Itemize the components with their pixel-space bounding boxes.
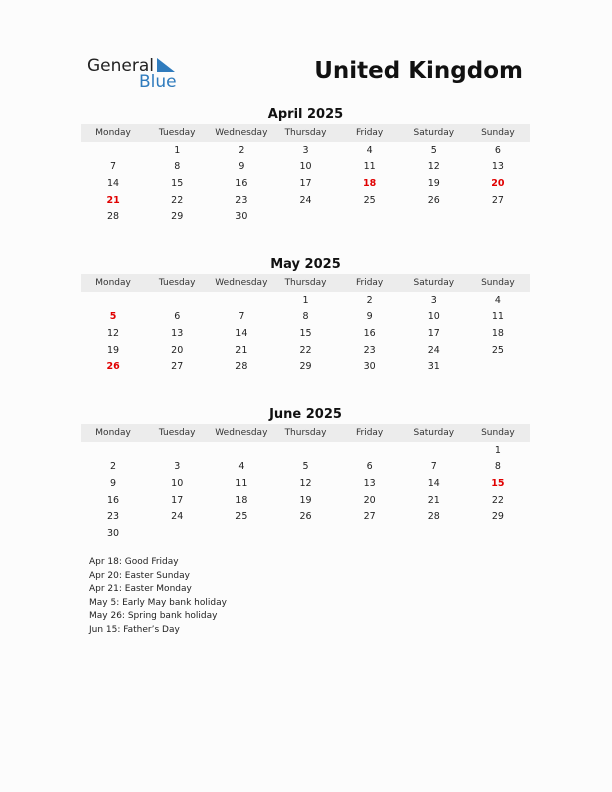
weekday-label: Sunday <box>481 428 515 438</box>
day-cell: 15 <box>171 177 184 189</box>
day-cell: 7 <box>110 161 117 173</box>
day-cell: 29 <box>299 361 312 373</box>
day-cell: 20 <box>171 344 184 356</box>
day-cell: 21 <box>427 494 440 506</box>
day-cell: 8 <box>174 161 181 173</box>
day-cell: 27 <box>171 361 184 373</box>
holiday-entry: May 26: Spring bank holiday <box>89 611 218 622</box>
week-row <box>81 192 530 209</box>
day-cell: 29 <box>171 211 184 223</box>
holiday-entry: Apr 18: Good Friday <box>89 557 179 567</box>
day-cell: 23 <box>235 194 248 206</box>
day-cell: 14 <box>107 177 120 189</box>
day-cell: 6 <box>174 311 181 323</box>
week-row <box>81 142 530 159</box>
day-cell: 17 <box>299 177 312 189</box>
day-cell: 24 <box>427 344 440 356</box>
week-row <box>81 159 530 176</box>
day-cell: 6 <box>494 144 501 156</box>
logo-word-blue: Blue <box>139 72 177 92</box>
day-cell: 30 <box>363 361 376 373</box>
month-calendar <box>81 256 530 375</box>
day-cell: 13 <box>363 477 376 489</box>
weekday-label: Thursday <box>284 278 327 288</box>
day-cell: 4 <box>494 294 501 306</box>
weekday-label: Wednesday <box>215 278 268 288</box>
holiday-entry: Apr 21: Easter Monday <box>89 584 192 595</box>
day-cell: 19 <box>427 177 440 189</box>
weekday-label: Sunday <box>481 278 515 288</box>
day-cell: 1 <box>174 144 181 156</box>
weekday-header-row <box>81 424 530 442</box>
day-cell: 1 <box>302 294 309 306</box>
month-calendar <box>81 106 530 225</box>
weekday-label: Monday <box>95 428 131 438</box>
day-cell: 22 <box>171 194 184 206</box>
day-cell: 10 <box>299 161 312 173</box>
holiday-day-cell: 26 <box>106 361 120 373</box>
week-row <box>81 175 530 192</box>
day-cell: 11 <box>491 311 504 323</box>
day-cell: 20 <box>363 494 376 506</box>
day-cell: 24 <box>171 511 184 523</box>
day-cell: 19 <box>107 344 120 356</box>
day-cell: 23 <box>107 511 120 523</box>
weekday-label: Saturday <box>413 278 455 288</box>
week-row <box>81 309 530 326</box>
day-cell: 4 <box>366 144 373 156</box>
month-title: May 2025 <box>270 257 341 272</box>
day-cell: 28 <box>107 211 120 223</box>
day-cell: 12 <box>299 477 312 489</box>
week-row <box>81 492 530 509</box>
logo <box>87 56 187 92</box>
day-cell: 25 <box>363 194 376 206</box>
weekday-label: Sunday <box>481 128 515 138</box>
weekday-label: Wednesday <box>215 128 268 138</box>
week-row <box>81 208 530 225</box>
country-title: United Kingdom <box>314 58 523 84</box>
weekday-label: Tuesday <box>158 128 196 138</box>
day-cell: 28 <box>235 361 248 373</box>
weekday-label: Saturday <box>413 428 455 438</box>
day-cell: 3 <box>302 144 309 156</box>
day-cell: 6 <box>366 461 373 473</box>
weekday-label: Friday <box>355 278 384 288</box>
weekday-header-row <box>81 274 530 292</box>
holiday-day-cell: 5 <box>109 311 117 323</box>
holiday-entry: May 5: Early May bank holiday <box>89 597 227 608</box>
day-cell: 16 <box>107 494 120 506</box>
day-cell: 17 <box>171 494 184 506</box>
holiday-entry: Jun 15: Father’s Day <box>89 624 180 635</box>
week-row <box>81 459 530 476</box>
day-cell: 10 <box>427 311 440 323</box>
day-cell: 31 <box>427 361 440 373</box>
day-cell: 2 <box>110 461 117 473</box>
day-cell: 18 <box>235 494 248 506</box>
day-cell: 10 <box>171 477 184 489</box>
weekday-label: Thursday <box>284 128 327 138</box>
weekday-label: Friday <box>355 428 384 438</box>
holiday-day-cell: 15 <box>491 477 505 489</box>
day-cell: 7 <box>430 461 437 473</box>
day-cell: 11 <box>363 161 376 173</box>
weekday-label: Thursday <box>284 428 327 438</box>
weekday-label: Tuesday <box>158 428 196 438</box>
week-row <box>81 442 530 459</box>
day-cell: 19 <box>299 494 312 506</box>
week-row <box>81 325 530 342</box>
day-cell: 4 <box>238 461 245 473</box>
day-cell: 1 <box>494 444 501 456</box>
weekday-label: Wednesday <box>215 428 268 438</box>
week-row <box>81 475 530 492</box>
day-cell: 25 <box>491 344 504 356</box>
day-cell: 2 <box>238 144 245 156</box>
day-cell: 3 <box>430 294 437 306</box>
day-cell: 9 <box>110 477 117 489</box>
day-cell: 9 <box>238 161 245 173</box>
day-cell: 25 <box>235 511 248 523</box>
day-cell: 30 <box>107 527 120 539</box>
day-cell: 2 <box>366 294 373 306</box>
logo-word-general: General <box>87 56 154 76</box>
day-cell: 21 <box>235 344 248 356</box>
day-cell: 11 <box>235 477 248 489</box>
day-cell: 23 <box>363 344 376 356</box>
day-cell: 5 <box>302 461 309 473</box>
day-cell: 16 <box>363 327 376 339</box>
month-calendar <box>81 406 530 542</box>
day-cell: 17 <box>427 327 440 339</box>
weekday-label: Friday <box>355 128 384 138</box>
week-row <box>81 508 530 525</box>
day-cell: 13 <box>171 327 184 339</box>
weekday-label: Monday <box>95 128 131 138</box>
day-cell: 30 <box>235 211 248 223</box>
day-cell: 13 <box>491 161 504 173</box>
holiday-day-cell: 20 <box>491 177 505 189</box>
weekday-label: Tuesday <box>158 278 196 288</box>
month-title: April 2025 <box>267 107 344 122</box>
month-title: June 2025 <box>269 407 342 422</box>
week-row <box>81 292 530 309</box>
day-cell: 16 <box>235 177 248 189</box>
day-cell: 14 <box>235 327 248 339</box>
holiday-entry: Apr 20: Easter Sunday <box>89 570 190 581</box>
day-cell: 8 <box>494 461 501 473</box>
weekday-header-row <box>81 124 530 142</box>
day-cell: 26 <box>299 511 312 523</box>
day-cell: 29 <box>491 511 504 523</box>
day-cell: 12 <box>427 161 440 173</box>
day-cell: 9 <box>366 311 373 323</box>
day-cell: 26 <box>427 194 440 206</box>
day-cell: 27 <box>491 194 504 206</box>
weekday-label: Monday <box>95 278 131 288</box>
holiday-day-cell: 18 <box>363 177 377 189</box>
day-cell: 7 <box>238 311 245 323</box>
day-cell: 5 <box>430 144 437 156</box>
day-cell: 28 <box>427 511 440 523</box>
day-cell: 15 <box>299 327 312 339</box>
holiday-list <box>89 556 227 638</box>
holiday-day-cell: 21 <box>106 194 120 206</box>
day-cell: 24 <box>299 194 312 206</box>
week-row <box>81 358 530 375</box>
weekday-label: Saturday <box>413 128 455 138</box>
day-cell: 14 <box>427 477 440 489</box>
day-cell: 22 <box>299 344 312 356</box>
day-cell: 27 <box>363 511 376 523</box>
day-cell: 8 <box>302 311 309 323</box>
week-row <box>81 525 530 542</box>
day-cell: 12 <box>107 327 120 339</box>
week-row <box>81 342 530 359</box>
day-cell: 3 <box>174 461 181 473</box>
day-cell: 18 <box>491 327 504 339</box>
day-cell: 22 <box>491 494 504 506</box>
